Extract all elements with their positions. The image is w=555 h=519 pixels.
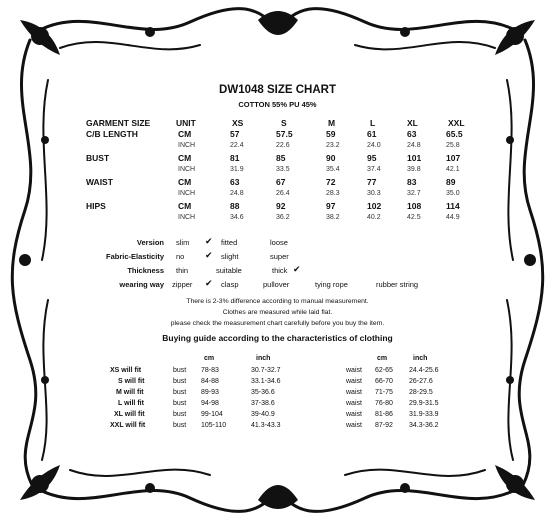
guide-inch: 28-29.5 <box>409 389 433 396</box>
table-cell: 24.8 <box>407 142 421 149</box>
table-cell: 23.2 <box>326 142 340 149</box>
table-cell: 30.3 <box>367 190 381 197</box>
table-cell: 114 <box>446 201 460 211</box>
guide-inch: 35-36.6 <box>251 389 275 396</box>
guide-part: bust <box>173 378 187 385</box>
table-cell: 36.2 <box>276 214 290 221</box>
feature-label-elasticity: Fabric-Elasticity <box>106 252 164 261</box>
guide-cm: 89-93 <box>201 389 219 396</box>
row-label-waist: WAIST <box>86 177 113 187</box>
table-cell: 83 <box>407 177 417 187</box>
guide-part: waist <box>346 367 362 374</box>
table-cell: 38.2 <box>326 214 340 221</box>
size-header-xl: XL <box>407 118 418 128</box>
option: zipper <box>172 280 193 289</box>
table-cell: 24.8 <box>230 190 244 197</box>
row-label-hips: HIPS <box>86 201 106 211</box>
guide-inch: 41.3-43.3 <box>251 422 281 429</box>
check-icon: ✔ <box>205 250 213 260</box>
table-cell: 77 <box>367 177 377 187</box>
table-cell: 97 <box>326 201 336 211</box>
option: slim <box>176 238 190 247</box>
guide-unit-cm: cm <box>377 355 388 362</box>
guide-inch: 33.1-34.6 <box>251 378 281 385</box>
guide-cm: 99-104 <box>201 411 223 418</box>
option: pullover <box>263 280 290 289</box>
size-header-l: L <box>370 118 376 128</box>
table-cell: 92 <box>276 201 286 211</box>
table-cell: 35.4 <box>326 166 340 173</box>
table-cell: 28.3 <box>326 190 340 197</box>
table-cell: 39.8 <box>407 166 421 173</box>
table-cell: 101 <box>407 153 422 163</box>
table-cell: 31.9 <box>230 166 244 173</box>
feature-label-thickness: Thickness <box>127 266 164 275</box>
table-cell: 85 <box>276 153 286 163</box>
material-subtitle: COTTON 55% PU 45% <box>238 100 317 109</box>
size-header-m: M <box>328 118 336 128</box>
guide-part: waist <box>346 400 362 407</box>
table-cell: 42.1 <box>446 166 460 173</box>
table-cell: 59 <box>326 129 336 139</box>
guide-cm: 62-65 <box>375 367 393 374</box>
guide-inch: 31.9-33.9 <box>409 411 439 418</box>
table-cell: 90 <box>326 153 336 163</box>
table-cell: 108 <box>407 201 422 211</box>
feature-label-version: Version <box>136 238 164 247</box>
garment-size-header: GARMENT SIZE <box>86 118 151 128</box>
guide-inch: 30.7-32.7 <box>251 367 281 374</box>
guide-cm: 76-80 <box>375 400 393 407</box>
table-cell: 44.9 <box>446 214 460 221</box>
option: rubber string <box>376 280 419 289</box>
table-cell: 107 <box>446 153 461 163</box>
guide-cm: 71-75 <box>375 389 393 396</box>
table-cell: 81 <box>230 153 240 163</box>
guide-part: waist <box>346 422 362 429</box>
option: thick <box>272 266 288 275</box>
guide-inch: 24.4-25.6 <box>409 367 439 374</box>
guide-fit-label: XS will fit <box>110 367 142 374</box>
table-cell: 57.5 <box>276 129 293 139</box>
guide-unit-inch: inch <box>256 355 271 362</box>
size-header-s: S <box>281 118 287 128</box>
option: tying rope <box>315 280 348 289</box>
buying-guide-title: Buying guide according to the characteristics of clothing <box>162 333 393 343</box>
table-cell: 57 <box>230 129 240 139</box>
option: slight <box>221 252 239 261</box>
cm-unit: CM <box>178 201 192 211</box>
guide-inch: 29.9-31.5 <box>409 400 439 407</box>
check-icon: ✔ <box>205 278 213 288</box>
cm-unit: CM <box>178 153 192 163</box>
cm-unit: CM <box>178 129 192 139</box>
guide-part: bust <box>173 411 187 418</box>
guide-part: waist <box>346 389 362 396</box>
guide-cm: 81-86 <box>375 411 393 418</box>
guide-part: bust <box>173 400 187 407</box>
inch-unit: INCH <box>178 190 196 197</box>
option: thin <box>176 266 189 275</box>
guide-fit-label: XL will fit <box>114 411 145 418</box>
table-cell: 33.5 <box>276 166 290 173</box>
table-cell: 72 <box>326 177 336 187</box>
option: super <box>270 252 289 261</box>
cm-unit: CM <box>178 177 192 187</box>
table-cell: 67 <box>276 177 286 187</box>
inch-unit: INCH <box>178 166 196 173</box>
guide-unit-cm: cm <box>204 355 215 362</box>
row-label-bust: BUST <box>86 153 110 163</box>
note-line: There is 2-3% difference according to manual measurement. <box>186 298 369 305</box>
table-cell: 102 <box>367 201 382 211</box>
guide-fit-label: S will fit <box>118 378 145 385</box>
table-cell: 22.4 <box>230 142 244 149</box>
table-cell: 35.0 <box>446 190 460 197</box>
guide-cm: 66-70 <box>375 378 393 385</box>
guide-inch: 39-40.9 <box>251 411 275 418</box>
table-cell: 37.4 <box>367 166 381 173</box>
inch-unit: INCH <box>178 214 196 221</box>
table-cell: 24.0 <box>367 142 381 149</box>
note-line: please check the measurement chart carefully before you buy the item. <box>170 320 385 327</box>
check-icon: ✔ <box>205 236 213 246</box>
guide-part: waist <box>346 378 362 385</box>
guide-fit-label: M will fit <box>116 389 144 396</box>
feature-label-wearing-way: wearing way <box>119 280 164 289</box>
table-cell: 42.5 <box>407 214 421 221</box>
guide-fit-label: L will fit <box>118 400 144 407</box>
guide-inch: 37-38.6 <box>251 400 275 407</box>
table-cell: 95 <box>367 153 377 163</box>
table-cell: 61 <box>367 129 377 139</box>
guide-part: bust <box>173 389 187 396</box>
guide-part: bust <box>173 367 187 374</box>
page-title: DW1048 SIZE CHART <box>219 84 336 96</box>
option: suitable <box>216 266 242 275</box>
table-cell: 63 <box>407 129 417 139</box>
table-cell: 26.4 <box>276 190 290 197</box>
guide-cm: 94-98 <box>201 400 219 407</box>
note-line: Clothes are measured while laid flat. <box>222 309 333 316</box>
guide-cm: 78-83 <box>201 367 219 374</box>
size-header-xs: XS <box>232 118 244 128</box>
option: no <box>176 252 185 261</box>
check-icon: ✔ <box>293 264 301 274</box>
row-label-cb-length: C/B LENGTH <box>86 129 138 139</box>
table-cell: 32.7 <box>407 190 421 197</box>
guide-part: bust <box>173 422 187 429</box>
table-cell: 88 <box>230 201 240 211</box>
table-cell: 25.8 <box>446 142 460 149</box>
table-cell: 65.5 <box>446 129 463 139</box>
guide-cm: 87-92 <box>375 422 393 429</box>
guide-inch: 26-27.6 <box>409 378 433 385</box>
guide-inch: 34.3-36.2 <box>409 422 439 429</box>
table-cell: 63 <box>230 177 240 187</box>
table-cell: 34.6 <box>230 214 244 221</box>
guide-cm: 84-88 <box>201 378 219 385</box>
guide-part: waist <box>346 411 362 418</box>
inch-unit: INCH <box>178 142 196 149</box>
table-cell: 22.6 <box>276 142 290 149</box>
unit-header: UNIT <box>176 118 196 128</box>
guide-fit-label: XXL will fit <box>110 422 146 429</box>
guide-unit-inch: inch <box>413 355 428 362</box>
guide-cm: 105-110 <box>201 422 227 429</box>
table-cell: 89 <box>446 177 456 187</box>
option: clasp <box>221 280 239 289</box>
option: loose <box>270 238 288 247</box>
size-header-xxl: XXL <box>448 118 465 128</box>
table-cell: 40.2 <box>367 214 381 221</box>
option: fitted <box>221 238 238 247</box>
